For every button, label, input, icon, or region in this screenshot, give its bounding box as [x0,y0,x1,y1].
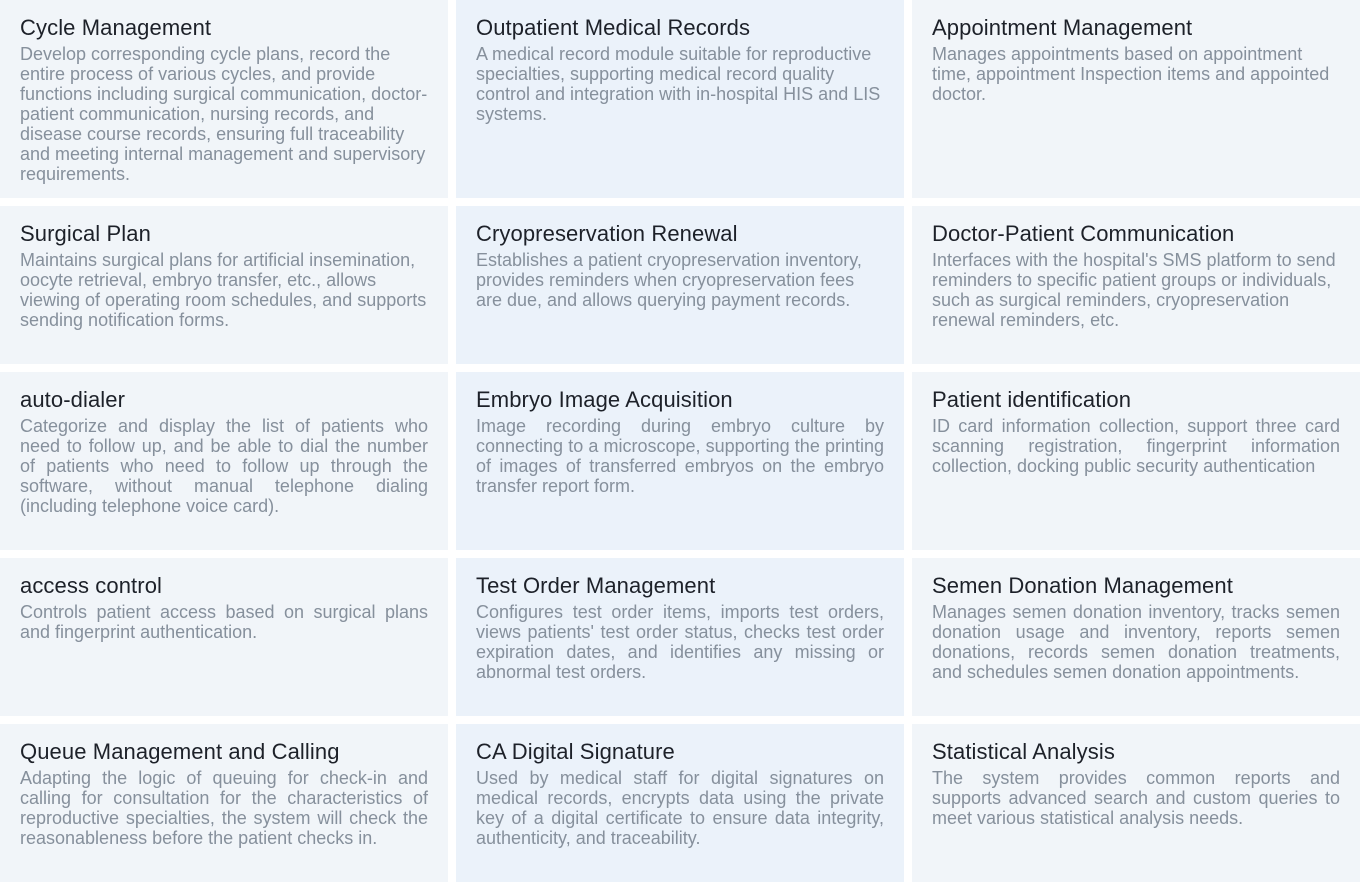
card-description: Adapting the logic of queuing for check-in and calling for consultation for the characteristics of reproductive specialties, the system will check the reasonableness before the patient checks in. [20,768,428,848]
card-description: Maintains surgical plans for artificial insemination, oocyte retrieval, embryo transfer, etc., allows viewing of operating room schedules, and supports sending notification forms. [20,250,427,330]
card-access-control [0,558,448,716]
card-test-order-management [456,558,904,716]
card-doctor-patient-communication [912,206,1360,364]
card-embryo-image-acquisition [456,372,904,550]
card-description: Categorize and display the list of patients who need to follow up, and be able to dial the number of patients who need to follow up through the software, without manual telephone dialing (including telephone voice card). [20,416,428,516]
card-title: Doctor-Patient Communication [932,221,1235,246]
card-description: Manages appointments based on appointment time, appointment Inspection items and appointed doctor. [932,44,1330,104]
card-title: Statistical Analysis [932,739,1115,764]
card-description: Manages semen donation inventory, tracks semen donation usage and inventory, reports semen donations, records semen donation treatments, and schedules semen donation appointments. [932,602,1340,682]
card-patient-identification [912,372,1360,550]
card-description: Configures test order items, imports test orders, views patients' test order status, checks test order expiration dates, and identifies any missing or abnormal test orders. [476,602,884,682]
card-title: Semen Donation Management [932,573,1233,598]
card-title: Cryopreservation Renewal [476,221,738,246]
card-outpatient-medical-records [456,0,904,198]
card-title: Outpatient Medical Records [476,15,751,40]
card-cryopreservation-renewal [456,206,904,364]
card-description: ID card information collection, support three card scanning registration, fingerprint information collection, docking public security authentication [932,416,1340,476]
card-title: Appointment Management [932,15,1193,40]
card-description: Used by medical staff for digital signatures on medical records, encrypts data using the private key of a digital certificate to ensure data integrity, authenticity, and traceability. [476,768,884,848]
card-description: A medical record module suitable for reproductive specialties, supporting medical record quality control and integration with in-hospital HIS and LIS systems. [476,44,881,124]
card-title: auto-dialer [20,387,126,412]
card-description: The system provides common reports and supports advanced search and custom queries to meet various statistical analysis needs. [932,768,1340,828]
card-appointment-management [912,0,1360,198]
card-cycle-management [0,0,448,198]
card-title: Surgical Plan [20,221,151,246]
card-title: Test Order Management [476,573,716,598]
card-description: Controls patient access based on surgical plans and fingerprint authentication. [20,602,428,642]
card-semen-donation-management [912,558,1360,716]
card-description: Develop corresponding cycle plans, record the entire process of various cycles, and provide functions including surgical communication, doctor-patient communication, nursing records, and disease course records, ensuring full traceability and meeting internal management and supervisory requirements. [20,44,428,184]
card-queue-management-and-calling [0,724,448,882]
card-statistical-analysis [912,724,1360,882]
card-description: Interfaces with the hospital's SMS platform to send reminders to specific patient groups or individuals, such as surgical reminders, cryopreservation renewal reminders, etc. [932,250,1336,330]
card-auto-dialer [0,372,448,550]
card-title: CA Digital Signature [476,739,675,764]
card-description: Image recording during embryo culture by connecting to a microscope, supporting the printing of images of transferred embryos on the embryo transfer report form. [476,416,884,496]
card-surgical-plan [0,206,448,364]
card-title: Patient identification [932,387,1132,412]
card-title: Cycle Management [20,15,212,40]
card-title: Embryo Image Acquisition [476,387,733,412]
card-title: access control [20,573,163,598]
card-description: Establishes a patient cryopreservation inventory, provides reminders when cryopreservation fees are due, and allows querying payment records. [476,250,862,310]
card-title: Queue Management and Calling [20,739,340,764]
card-ca-digital-signature [456,724,904,882]
